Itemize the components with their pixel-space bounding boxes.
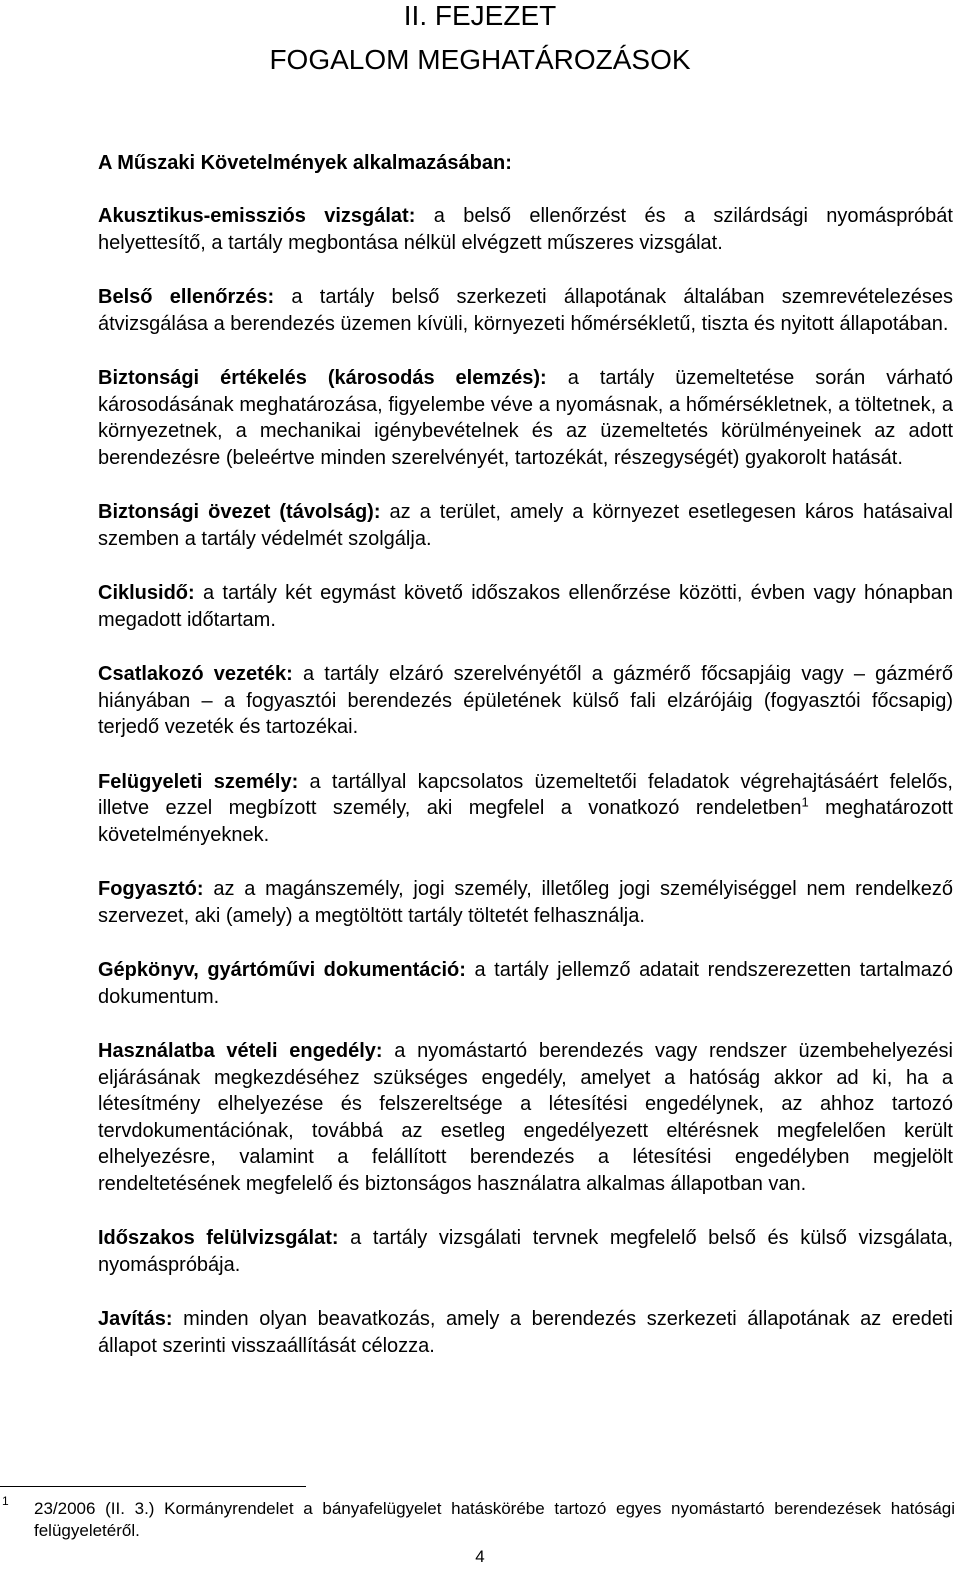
footnote-number: 1 (2, 1494, 9, 1508)
definition-machine-book (98, 957, 953, 1010)
section-heading: A Műszaki Követelmények alkalmazásában: (98, 152, 512, 174)
definition-term: Csatlakozó vezeték: (98, 663, 293, 685)
chapter-title: FOGALOM MEGHATÁROZÁSOK (269, 44, 691, 75)
definition-term: Ciklusidő: (98, 582, 195, 604)
definition-usage-permit (98, 1038, 953, 1197)
definition-text: a tartály elzáró szerelvényétől a gázmérő főcsapjáig vagy – gázmérő hiányában – a fogyasztói berendezés épületének külső fali elzárójáig (fogyasztói főcsapig) terjedő vezeték és tartozékai. (98, 663, 953, 738)
definition-safety-zone (98, 499, 953, 552)
definition-text: a tartály belső szerkezeti állapotának általában szemrevételezéses átvizsgálása a berendezés üzemen kívüli, környezeti hőmérsékletű, tiszta és nyitott állapotában. (98, 286, 953, 335)
definition-text: az a terület, amely a környezet esetlegesen káros hatásaival szemben a tartály védelmét szolgálja. (98, 501, 953, 550)
footnote-text: 23/2006 (II. 3.) Kormányrendelet a bányafelügyelet hatáskörébe tartozó egyes nyomástartó berendezések hatósági felügyeletéről. (34, 1499, 955, 1540)
definition-acoustic-emission (98, 203, 953, 256)
definition-text: minden olyan beavatkozás, amely a berendezés szerkezeti állapotának az eredeti állapot szerinti visszaállítását célozza. (98, 1308, 953, 1357)
definition-term: Időszakos felülvizsgálat: (98, 1227, 339, 1249)
definition-periodic-review (98, 1225, 953, 1278)
definition-term: Biztonsági övezet (távolság): (98, 501, 381, 523)
definition-term: Használatba vételi engedély: (98, 1040, 383, 1062)
definition-text: a tartály üzemeltetése során várható károsodásának meghatározása, figyelembe véve a nyomásnak, a hőmérsékletnek, a töltetnek, a környezetnek, a mechanikai igénybevételnek és az üzemeltetés körülményeinek az adott berendezésre (beleértve minden szerelvényét, tartozékát, részegységét) gyakorolt hatását. (98, 367, 953, 469)
definition-internal-inspection (98, 284, 953, 337)
definition-text: a tartály vizsgálati tervnek megfelelő belső és külső vizsgálata, nyomáspróbája. (98, 1227, 954, 1276)
definition-safety-assessment (98, 365, 953, 471)
definition-supervisor (98, 769, 953, 849)
definition-term: Biztonsági értékelés (károsodás elemzés): (98, 367, 547, 389)
definition-text: a tartály jellemző adatait rendszerezetten tartalmazó dokumentum. (98, 959, 953, 1008)
definition-text: az a magánszemély, jogi személy, illetőleg jogi személyiséggel nem rendelkező szervezet, aki (amely) a megtöltött tartály töltetét felhasználja. (98, 878, 953, 927)
definition-text-continued: meghatározott követelményeknek. (98, 797, 953, 846)
chapter-number: II. FEJEZET (403, 0, 557, 31)
definition-term: Fogyasztó: (98, 878, 204, 900)
definition-term: Javítás: (98, 1308, 173, 1330)
definition-consumer (98, 876, 953, 929)
page-number: 4 (475, 1547, 485, 1566)
definition-term: Belső ellenőrzés: (98, 286, 275, 308)
definition-text: a tartály két egymást követő időszakos ellenőrzése közötti, évben vagy hónapban megadott időtartam. (98, 582, 953, 631)
footnote-reference[interactable]: 1 (801, 794, 809, 810)
definition-term: Gépkönyv, gyártóművi dokumentáció: (98, 959, 466, 981)
definition-text: a nyomástartó berendezés vagy rendszer üzembehelyezési eljárásának megkezdéséhez szükséges engedély, amelyet a hatóság akkor ad ki, ha a létesítmény elhelyezése és felszereltsége a létesítési engedélynek, az ahhoz tartozó tervdokumentációnak, továbbá az esetleg engedélyezett eltérésnek megfelelően került elhelyezésre, valamint a felállított berendezés a létesítési engedélyben megjelölt rendeltetésének megfelelő és biztonságos használatra alkalmas állapotban van. (98, 1040, 954, 1195)
definition-connecting-pipe (98, 661, 953, 741)
definition-text: a belső ellenőrzést és a szilárdsági nyomáspróbát helyettesítő, a tartály megbontása nélkül elvégzett műszeres vizsgálat. (98, 205, 953, 254)
definition-term: Akusztikus-emissziós vizsgálat: (98, 205, 416, 227)
definition-term: Felügyeleti személy: (98, 770, 299, 793)
definition-text: a tartállyal kapcsolatos üzemeltetői feladatok végrehajtásáért felelős, illetve ezzel megbízott személy, aki megfelel a vonatkozó rendeletben (98, 770, 953, 819)
definition-cycle-time (98, 580, 953, 633)
definition-repair (98, 1306, 953, 1359)
definition-list (98, 203, 953, 1387)
footnote-separator (0, 1486, 306, 1487)
